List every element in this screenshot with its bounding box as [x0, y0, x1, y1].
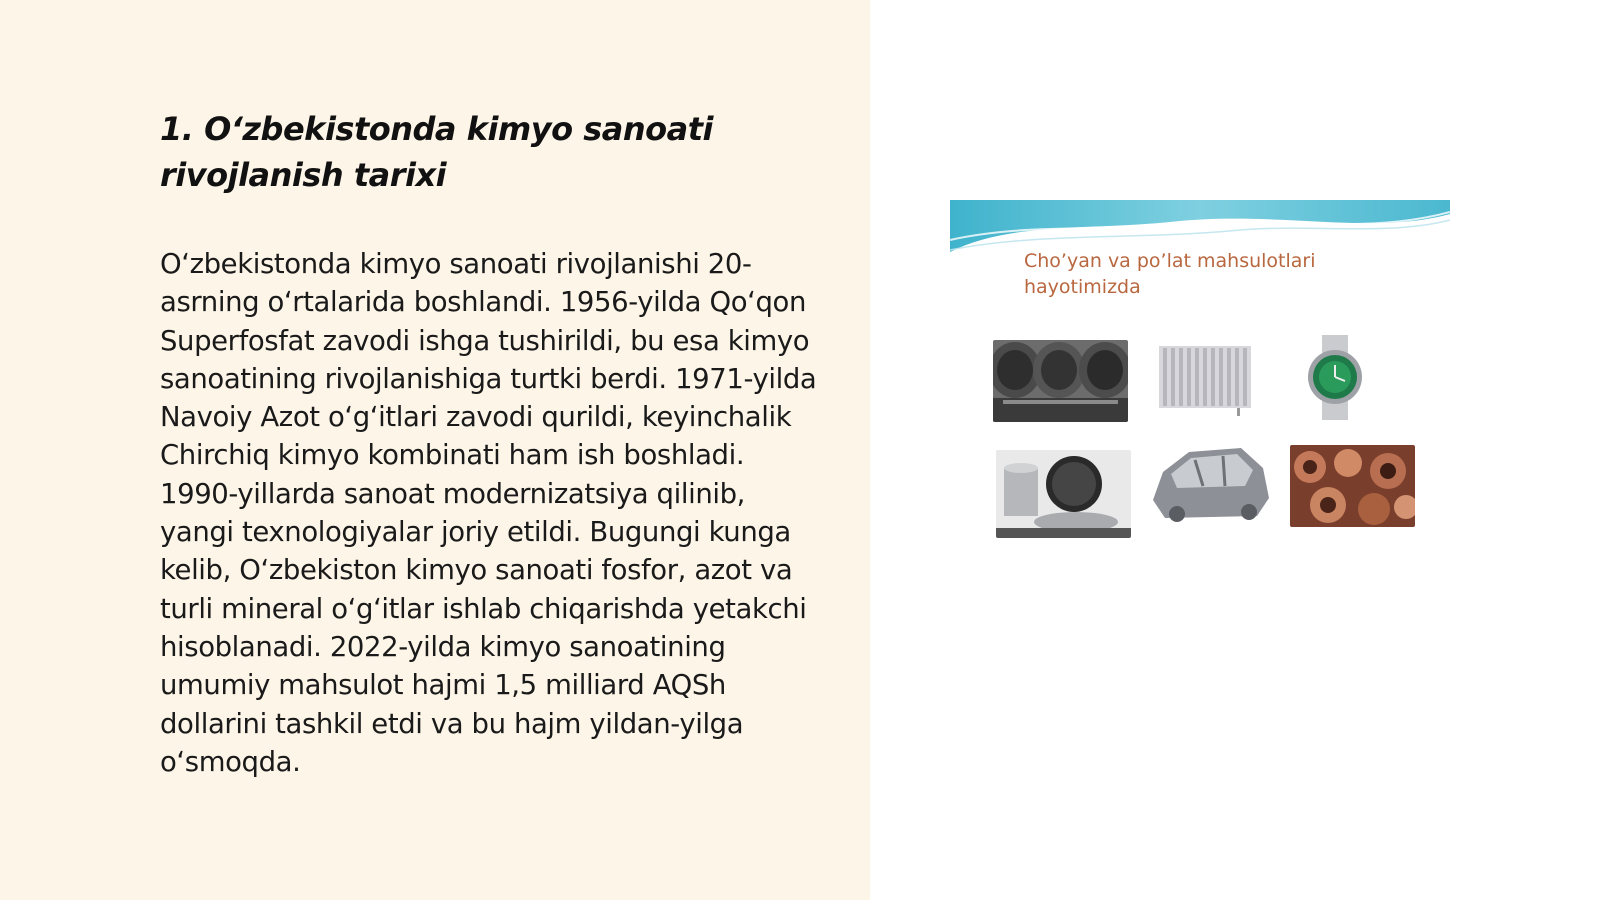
image-caption: Cho’yan va po’lat mahsulotlari hayotimizda	[1024, 250, 1316, 298]
cookware-image	[996, 450, 1131, 538]
steel-products-image	[950, 200, 1450, 555]
slide-body-text: Oʻzbekistonda kimyo sanoati rivojlanishi 20-asrning oʻrtalarida boshlandi. 1956-yilda Qoʻqon Superfosfat zavodi ishga tushirildi, bu esa kimyo sanoatining rivojlanishiga turtki berdi. 1971-yilda Navoiy Azot oʻgʻitlari zavodi qurildi, keyinchalik Chirchiq kimyo kombinati ham ish boshladi. 1990-yillarda sanoat modernizatsiya qilinib, yangi texnologiyalar joriy etildi. Bugungi kunga kelib, Oʻzbekiston kimyo sanoati fosfor, azot va turli mineral oʻgʻitlar ishlab chiqarishda yetakchi hisoblanadi. 2022-yilda kimyo sanoatining umumiy mahsulot hajmi 1,5 milliard AQSh dollarini tashkil etdi va bu hajm yildan-yilga oʻsmoqda.	[160, 248, 817, 778]
radiator-image	[1155, 340, 1255, 418]
slide-title: 1. Oʻzbekistonda kimyo sanoati rivojlanish tarixi	[160, 110, 713, 194]
car-frame-image	[1145, 438, 1275, 533]
watch-image	[1300, 335, 1370, 420]
pipe-fittings-image	[1290, 445, 1415, 527]
cast-iron-pipes-image	[993, 340, 1128, 422]
